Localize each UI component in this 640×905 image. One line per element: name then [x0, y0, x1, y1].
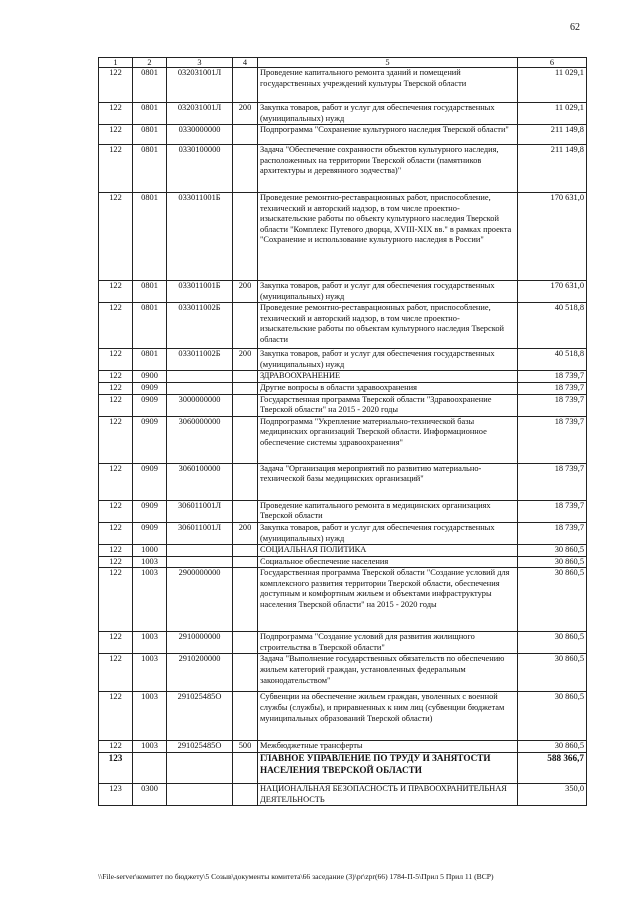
code-admin-cell: 122: [99, 545, 133, 557]
section-code-cell: 1003: [133, 741, 167, 753]
target-article-cell: 033011002Б: [167, 349, 233, 371]
code-admin-cell: 122: [99, 145, 133, 193]
target-article-cell: 032031001Л: [167, 103, 233, 125]
description-cell: Проведение капитального ремонта зданий и помещений государственных учреждений культуры Тверской области: [258, 68, 518, 103]
amount-cell: 350,0: [518, 783, 587, 805]
target-article-cell: 0330100000: [167, 145, 233, 193]
expense-type-cell: [233, 568, 258, 632]
table-row: [99, 68, 587, 103]
expense-type-cell: [233, 632, 258, 654]
expense-type-cell: [233, 145, 258, 193]
description-cell: Задача "Выполнение государственных обязательств по обеспечению жильем категорий граждан, установленных федеральным законодательством": [258, 654, 518, 692]
amount-cell: 30 860,5: [518, 632, 587, 654]
table-row: [99, 741, 587, 753]
amount-cell: 30 860,5: [518, 556, 587, 568]
amount-cell: 30 860,5: [518, 741, 587, 753]
expense-type-cell: [233, 500, 258, 522]
code-admin-cell: 122: [99, 349, 133, 371]
section-code-cell: 1003: [133, 632, 167, 654]
table-row: [99, 193, 587, 281]
target-article-cell: 291025485О: [167, 741, 233, 753]
code-admin-cell: 122: [99, 500, 133, 522]
table-row: [99, 783, 587, 805]
amount-cell: 30 860,5: [518, 568, 587, 632]
target-article-cell: 291025485О: [167, 692, 233, 741]
description-cell: Социальное обеспечение населения: [258, 556, 518, 568]
expense-type-cell: [233, 692, 258, 741]
description-cell: Другие вопросы в области здравоохранения: [258, 383, 518, 395]
description-cell: Подпрограмма "Сохранение культурного наследия Тверской области": [258, 125, 518, 145]
section-code-cell: 0909: [133, 500, 167, 522]
section-code-cell: 0801: [133, 68, 167, 103]
amount-cell: 18 739,7: [518, 416, 587, 463]
column-header: 1: [99, 58, 133, 68]
code-admin-cell: 122: [99, 463, 133, 500]
code-admin-cell: 122: [99, 692, 133, 741]
target-article-cell: 3000000000: [167, 394, 233, 416]
table-row: [99, 654, 587, 692]
expense-type-cell: 500: [233, 741, 258, 753]
section-code-cell: 0801: [133, 125, 167, 145]
column-header: 6: [518, 58, 587, 68]
table-row: [99, 281, 587, 303]
description-cell: СОЦИАЛЬНАЯ ПОЛИТИКА: [258, 545, 518, 557]
table-row: [99, 103, 587, 125]
table-row: [99, 500, 587, 522]
target-article-cell: [167, 752, 233, 783]
section-code-cell: 1003: [133, 654, 167, 692]
section-code-cell: 0801: [133, 145, 167, 193]
description-cell: Подпрограмма "Создание условий для развития жилищного строительства в Тверской области": [258, 632, 518, 654]
table-row: [99, 545, 587, 557]
description-cell: Задача "Организация мероприятий по развитию материально-технической базы медицинских организаций": [258, 463, 518, 500]
description-cell: НАЦИОНАЛЬНАЯ БЕЗОПАСНОСТЬ И ПРАВООХРАНИТЕЛЬНАЯ ДЕЯТЕЛЬНОСТЬ: [258, 783, 518, 805]
section-code-cell: [133, 752, 167, 783]
expense-type-cell: 200: [233, 281, 258, 303]
table-row: [99, 752, 587, 783]
target-article-cell: 033011001Б: [167, 281, 233, 303]
target-article-cell: [167, 556, 233, 568]
column-header: 3: [167, 58, 233, 68]
description-cell: Задача "Обеспечение сохранности объектов культурного наследия, расположенных на территории Тверской области (памятников архитектуры и деревянного зодчества)": [258, 145, 518, 193]
expense-type-cell: [233, 394, 258, 416]
description-cell: Субвенции на обеспечение жильем граждан, уволенных с военной службы (службы), и приравненных к ним лиц (субвенции бюджетам муниципальных образований Тверской области): [258, 692, 518, 741]
code-admin-cell: 122: [99, 281, 133, 303]
expense-type-cell: [233, 383, 258, 395]
target-article-cell: [167, 545, 233, 557]
table-row: [99, 303, 587, 349]
budget-table: [98, 57, 587, 806]
column-header: 5: [258, 58, 518, 68]
amount-cell: 40 518,8: [518, 303, 587, 349]
amount-cell: 40 518,8: [518, 349, 587, 371]
expense-type-cell: [233, 654, 258, 692]
code-admin-cell: 122: [99, 632, 133, 654]
target-article-cell: 3060100000: [167, 463, 233, 500]
expense-type-cell: [233, 783, 258, 805]
target-article-cell: 3060000000: [167, 416, 233, 463]
amount-cell: 18 739,7: [518, 383, 587, 395]
section-code-cell: 0909: [133, 463, 167, 500]
section-code-cell: 0300: [133, 783, 167, 805]
expense-type-cell: 200: [233, 103, 258, 125]
page-number: 62: [570, 22, 580, 33]
description-cell: Межбюджетные трансферты: [258, 741, 518, 753]
column-header: 2: [133, 58, 167, 68]
amount-cell: 11 029,1: [518, 68, 587, 103]
table-row: [99, 692, 587, 741]
expense-type-cell: [233, 752, 258, 783]
code-admin-cell: 122: [99, 556, 133, 568]
code-admin-cell: 122: [99, 193, 133, 281]
description-cell: Государственная программа Тверской области "Создание условий для комплексного развития территории Тверской области, обеспечения доступным и комфортным жильем и объектами инфраструктуры населения Тверской области" на 2015 - 2020 годы: [258, 568, 518, 632]
expense-type-cell: [233, 125, 258, 145]
code-admin-cell: 122: [99, 68, 133, 103]
code-admin-cell: 122: [99, 103, 133, 125]
section-code-cell: 1003: [133, 692, 167, 741]
description-cell: Проведение ремонтно-реставрационных работ, приспособление, технический и авторский надзор, в том числе проектно-изыскательские работы по объектам культурного наследия Тверской области: [258, 303, 518, 349]
description-cell: Закупка товаров, работ и услуг для обеспечения государственных (муниципальных) нужд: [258, 349, 518, 371]
amount-cell: 18 739,7: [518, 500, 587, 522]
table-row: [99, 463, 587, 500]
section-code-cell: 1003: [133, 568, 167, 632]
amount-cell: 170 631,0: [518, 193, 587, 281]
section-code-cell: 0909: [133, 394, 167, 416]
expense-type-cell: [233, 416, 258, 463]
expense-type-cell: [233, 68, 258, 103]
amount-cell: 18 739,7: [518, 463, 587, 500]
amount-cell: 18 739,7: [518, 371, 587, 383]
target-article-cell: 032031001Л: [167, 68, 233, 103]
description-cell: Закупка товаров, работ и услуг для обеспечения государственных (муниципальных) нужд: [258, 281, 518, 303]
expense-type-cell: [233, 545, 258, 557]
target-article-cell: 306011001Л: [167, 522, 233, 544]
expense-type-cell: [233, 303, 258, 349]
code-admin-cell: 122: [99, 568, 133, 632]
section-code-cell: 0801: [133, 303, 167, 349]
description-cell: ГЛАВНОЕ УПРАВЛЕНИЕ ПО ТРУДУ И ЗАНЯТОСТИ НАСЕЛЕНИЯ ТВЕРСКОЙ ОБЛАСТИ: [258, 752, 518, 783]
code-admin-cell: 122: [99, 654, 133, 692]
table-body: [99, 68, 587, 806]
expense-type-cell: [233, 193, 258, 281]
amount-cell: 30 860,5: [518, 654, 587, 692]
amount-cell: 211 149,8: [518, 145, 587, 193]
table-header-row: [99, 58, 587, 68]
table-row: [99, 568, 587, 632]
description-cell: Проведение капитального ремонта в медицинских организациях Тверской области: [258, 500, 518, 522]
target-article-cell: 2900000000: [167, 568, 233, 632]
code-admin-cell: 122: [99, 394, 133, 416]
code-admin-cell: 122: [99, 383, 133, 395]
amount-cell: 588 366,7: [518, 752, 587, 783]
code-admin-cell: 122: [99, 741, 133, 753]
amount-cell: 30 860,5: [518, 692, 587, 741]
code-admin-cell: 122: [99, 303, 133, 349]
target-article-cell: 2910200000: [167, 654, 233, 692]
table-row: [99, 416, 587, 463]
table-row: [99, 125, 587, 145]
section-code-cell: 0801: [133, 193, 167, 281]
table-row: [99, 371, 587, 383]
expense-type-cell: [233, 556, 258, 568]
amount-cell: 170 631,0: [518, 281, 587, 303]
expense-type-cell: [233, 371, 258, 383]
table-row: [99, 394, 587, 416]
description-cell: Подпрограмма "Укрепление материально-технической базы медицинских организаций Тверской области. Информационное обеспечение системы здравоохранения": [258, 416, 518, 463]
footer-file-path: \\File-server\комитет по бюджету\5 Созыв\документы комитета\66 заседание (3)\pr\zpr(66) 1784-П-5\Прил 5 Прил 11 (ВСР): [98, 872, 494, 881]
target-article-cell: 033011002Б: [167, 303, 233, 349]
target-article-cell: 306011001Л: [167, 500, 233, 522]
section-code-cell: 0900: [133, 371, 167, 383]
code-admin-cell: 123: [99, 783, 133, 805]
description-cell: ЗДРАВООХРАНЕНИЕ: [258, 371, 518, 383]
amount-cell: 211 149,8: [518, 125, 587, 145]
section-code-cell: 0909: [133, 522, 167, 544]
table-row: [99, 522, 587, 544]
code-admin-cell: 122: [99, 416, 133, 463]
code-admin-cell: 122: [99, 125, 133, 145]
description-cell: Закупка товаров, работ и услуг для обеспечения государственных (муниципальных) нужд: [258, 522, 518, 544]
section-code-cell: 1000: [133, 545, 167, 557]
table-row: [99, 383, 587, 395]
section-code-cell: 0909: [133, 383, 167, 395]
code-admin-cell: 122: [99, 522, 133, 544]
section-code-cell: 0801: [133, 349, 167, 371]
section-code-cell: 1003: [133, 556, 167, 568]
section-code-cell: 0801: [133, 103, 167, 125]
description-cell: Государственная программа Тверской области "Здравоохранение Тверской области" на 2015 - 2020 годы: [258, 394, 518, 416]
code-admin-cell: 123: [99, 752, 133, 783]
amount-cell: 18 739,7: [518, 522, 587, 544]
target-article-cell: 2910000000: [167, 632, 233, 654]
expense-type-cell: 200: [233, 349, 258, 371]
code-admin-cell: 122: [99, 371, 133, 383]
description-cell: Закупка товаров, работ и услуг для обеспечения государственных (муниципальных) нужд: [258, 103, 518, 125]
table-row: [99, 632, 587, 654]
section-code-cell: 0801: [133, 281, 167, 303]
description-cell: Проведение ремонтно-реставрационных работ, приспособление, технический и авторский надзор, в том числе проектно-изыскательские работы по объекту культурного наследия Тверской области "Комплекс Путевого дворца, XVIII-XIX вв." в рамках проекта "Сохранение и использование культурного наследия в России": [258, 193, 518, 281]
target-article-cell: [167, 783, 233, 805]
section-code-cell: 0909: [133, 416, 167, 463]
amount-cell: 18 739,7: [518, 394, 587, 416]
table-row: [99, 145, 587, 193]
amount-cell: 11 029,1: [518, 103, 587, 125]
table-row: [99, 349, 587, 371]
target-article-cell: [167, 371, 233, 383]
expense-type-cell: 200: [233, 522, 258, 544]
expense-type-cell: [233, 463, 258, 500]
column-header: 4: [233, 58, 258, 68]
table-row: [99, 556, 587, 568]
amount-cell: 30 860,5: [518, 545, 587, 557]
target-article-cell: 0330000000: [167, 125, 233, 145]
target-article-cell: [167, 383, 233, 395]
target-article-cell: 033011001Б: [167, 193, 233, 281]
